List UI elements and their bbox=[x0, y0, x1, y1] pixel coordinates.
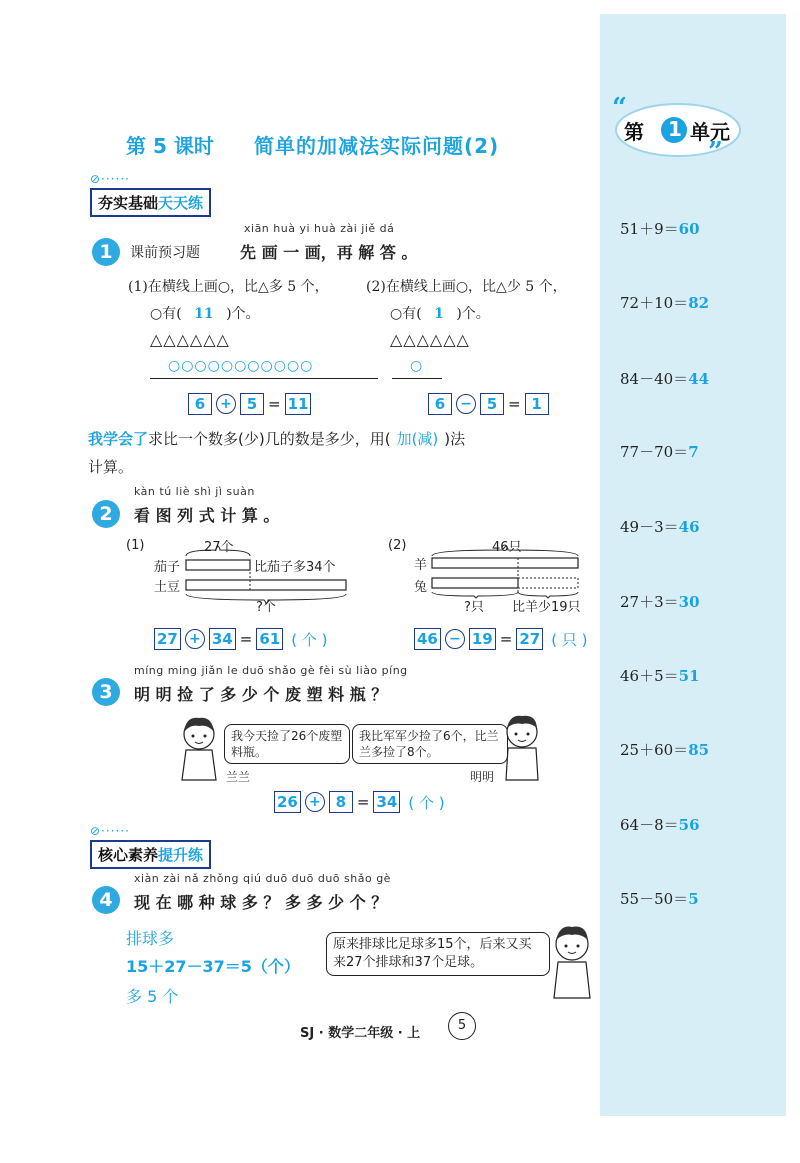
q4-bubble: 原来排球比足球多15个，后来又买来27个排球和37个足球。 bbox=[326, 932, 550, 976]
sidebar-answer: 46 bbox=[678, 518, 700, 536]
sidebar-answer: 85 bbox=[688, 741, 710, 759]
sidebar-expr: 77－70＝ bbox=[620, 443, 689, 461]
eq-equals: = bbox=[239, 630, 253, 648]
eq-box: 34 bbox=[373, 791, 400, 813]
q2-p1-bars bbox=[126, 534, 366, 614]
q2-p1-bottom: ?个 bbox=[256, 600, 276, 615]
q1-part2-pre: ○有( bbox=[390, 306, 422, 322]
q1-part2-circles: ○ bbox=[410, 358, 423, 374]
lesson-title: 简单的加减法实际问题(2) bbox=[254, 134, 500, 158]
eq-box: 6 bbox=[188, 393, 212, 415]
eq-equals: = bbox=[356, 793, 370, 811]
sidebar-answer: 44 bbox=[688, 370, 710, 388]
sidebar-expr: 84－40＝ bbox=[620, 370, 689, 388]
q2-p2-label: (2) bbox=[388, 538, 407, 553]
girl-illustration-icon bbox=[174, 714, 224, 784]
eq-box: 46 bbox=[414, 628, 441, 650]
section-basic-header bbox=[90, 172, 211, 217]
eq-box: 34 bbox=[209, 628, 236, 650]
q2-p1-row2: 土豆 bbox=[154, 580, 181, 595]
eq-unit: ( 个 ) bbox=[408, 793, 445, 812]
q2-prompt: 看 图 列 式 计 算 。 bbox=[134, 506, 280, 525]
sidebar-item bbox=[620, 292, 709, 313]
sidebar-expr: 27＋3＝ bbox=[620, 593, 679, 611]
eq-box: 8 bbox=[329, 791, 353, 813]
sidebar-expr: 72＋10＝ bbox=[620, 294, 689, 312]
sidebar-expr: 46＋5＝ bbox=[620, 667, 679, 685]
sidebar-answer: 30 bbox=[678, 593, 700, 611]
sidebar-expr: 25＋60＝ bbox=[620, 741, 689, 759]
eq-operator: + bbox=[305, 792, 325, 812]
q2-p1-top: 27个 bbox=[204, 540, 234, 555]
eq-box: 27 bbox=[516, 628, 543, 650]
eq-operator: + bbox=[185, 629, 205, 649]
oral-calc-sidebar bbox=[600, 14, 786, 1116]
section-core-label-a: 核心素养 bbox=[98, 846, 159, 864]
sidebar-answer: 7 bbox=[688, 443, 699, 461]
eq-box: 27 bbox=[154, 628, 181, 650]
q2-p2-bottom-left: ?只 bbox=[464, 600, 484, 615]
question-number-badge: 1 bbox=[92, 238, 120, 266]
q2-p2-row1: 羊 bbox=[414, 558, 428, 573]
eq-equals: = bbox=[499, 630, 513, 648]
q2-p2-bars bbox=[388, 534, 598, 614]
q2-p2-bottom-right: 比羊少19只 bbox=[512, 600, 581, 615]
page-number-text: 5 bbox=[457, 1018, 467, 1033]
section-dots-icon: ⊘······ bbox=[90, 824, 130, 838]
eq-box: 19 bbox=[469, 628, 496, 650]
q1-part2-line bbox=[392, 378, 442, 379]
eq-unit: ( 只 ) bbox=[551, 630, 588, 649]
lesson-number: 第 5 课时 bbox=[126, 134, 214, 158]
svg-text:“: “ bbox=[612, 96, 627, 123]
q2-p1-label: (1) bbox=[126, 538, 145, 553]
question-number-badge: 2 bbox=[92, 500, 120, 528]
q3-bubble-left: 我今天捡了26个废塑料瓶。 bbox=[224, 724, 350, 764]
learned-text-b: )法 bbox=[444, 430, 466, 448]
sidebar-answer: 5 bbox=[688, 890, 699, 908]
eq-box: 1 bbox=[525, 393, 549, 415]
q3-name-left: 兰兰 bbox=[226, 770, 251, 784]
sidebar-expr: 55－50＝ bbox=[620, 890, 689, 908]
q1-part1-equation bbox=[188, 393, 311, 415]
q2-diagram-1 bbox=[126, 534, 366, 614]
q4-prompt: 现 在 哪 种 球 多 ？ 多 多 少 个 ？ bbox=[134, 893, 388, 912]
sidebar-item bbox=[620, 516, 700, 537]
unit-badge-num: 1 bbox=[668, 117, 682, 141]
section-dots-icon: ⊘······ bbox=[90, 172, 130, 186]
q2-p1-right: 比茄子多34个 bbox=[254, 560, 336, 575]
sidebar-expr: 64－8＝ bbox=[620, 816, 679, 834]
svg-text:”: ” bbox=[708, 137, 723, 160]
q2-p2-row2: 兔 bbox=[414, 580, 428, 595]
learned-text-a: 求比一个数多(少)几的数是多少，用( bbox=[148, 430, 391, 448]
section-core-label bbox=[90, 840, 211, 869]
eq-equals: = bbox=[268, 395, 281, 413]
q3-prompt: 明 明 捡 了 多 少 个 废 塑 料 瓶 ？ bbox=[134, 685, 388, 704]
sidebar-answer: 82 bbox=[688, 294, 710, 312]
section-basic-label-a: 夯实基础 bbox=[98, 194, 159, 212]
q1-part1-answer: 11 bbox=[194, 306, 214, 322]
footer-book: SJ · 数学二年级 · 上 bbox=[300, 1026, 421, 1041]
q1-part1-post: )个。 bbox=[226, 306, 260, 322]
eq-box: 6 bbox=[428, 393, 452, 415]
eq-operator: − bbox=[456, 394, 476, 414]
sidebar-expr: 51＋9＝ bbox=[620, 220, 679, 238]
q3-pinyin: míng ming jiǎn le duō shǎo gè fèi sù liào píng bbox=[134, 664, 408, 677]
q3-name-right: 明明 bbox=[470, 770, 495, 784]
q1-part1-pre: ○有( bbox=[150, 306, 182, 322]
q1-part1-triangles: △△△△△△ bbox=[150, 330, 230, 349]
q4-answer-1: 排球多 bbox=[126, 929, 175, 948]
eq-unit: ( 个 ) bbox=[291, 630, 328, 649]
unit-badge-post: 单元 bbox=[690, 120, 730, 144]
eq-equals: = bbox=[508, 395, 521, 413]
q1-pinyin: xiān huà yi huà zài jiě dá bbox=[244, 222, 395, 235]
q1-part1-answer-line bbox=[150, 303, 260, 323]
sidebar-answer: 56 bbox=[678, 816, 700, 834]
eq-operator: − bbox=[445, 629, 465, 649]
section-basic-label bbox=[90, 188, 211, 217]
sidebar-item bbox=[620, 218, 700, 239]
q1-part1-circles: ○○○○○○○○○○○ bbox=[168, 358, 314, 374]
q2-p1-equation bbox=[154, 628, 327, 650]
q1-part1-text: (1)在横线上画○，比△多 5 个， bbox=[128, 279, 329, 295]
page-number bbox=[448, 1012, 476, 1040]
q1-part2-text: (2)在横线上画○，比△少 5 个， bbox=[366, 279, 567, 295]
q1-part2-post: )个。 bbox=[456, 306, 490, 322]
eq-box: 61 bbox=[256, 628, 283, 650]
sidebar-item bbox=[620, 441, 699, 462]
boy-illustration-icon bbox=[496, 712, 548, 784]
q1-learned bbox=[88, 428, 598, 449]
sidebar-expr: 49－3＝ bbox=[620, 518, 679, 536]
sidebar-item bbox=[620, 368, 709, 389]
sidebar-item bbox=[620, 814, 700, 835]
unit-badge bbox=[608, 96, 744, 160]
sidebar-item bbox=[620, 665, 700, 686]
learned-label: 我学会了 bbox=[88, 430, 149, 448]
eq-box: 5 bbox=[480, 393, 504, 415]
sidebar-item bbox=[620, 591, 700, 612]
question-number-badge: 3 bbox=[92, 678, 120, 706]
eq-box: 26 bbox=[274, 791, 301, 813]
q2-p2-equation bbox=[414, 628, 587, 650]
q1-part2-equation bbox=[428, 393, 549, 415]
q1-part1-line bbox=[150, 378, 378, 379]
q4-answer-3: 多 5 个 bbox=[126, 987, 179, 1006]
section-core-label-b: 提升练 bbox=[158, 846, 204, 864]
question-number-badge: 4 bbox=[92, 886, 120, 914]
q1-learned-line2: 计算。 bbox=[88, 458, 134, 476]
sidebar-item bbox=[620, 888, 699, 909]
q1-prompt: 先 画 一 画，再 解 答 。 bbox=[240, 243, 418, 262]
q1-part2-answer-line bbox=[390, 303, 490, 323]
q1-tag: 课前预习题 bbox=[130, 245, 200, 261]
unit-badge-pre: 第 bbox=[624, 120, 644, 144]
eq-box: 11 bbox=[285, 393, 312, 415]
q4-answer-2: 15＋27－37＝5（个） bbox=[126, 957, 300, 976]
eq-operator: + bbox=[216, 394, 236, 414]
q1-part2-triangles: △△△△△△ bbox=[390, 330, 470, 349]
boy-reading-illustration-icon bbox=[546, 924, 598, 1000]
eq-box: 5 bbox=[240, 393, 264, 415]
sidebar-answer: 51 bbox=[678, 667, 700, 685]
section-core-header bbox=[90, 824, 211, 869]
q4-pinyin: xiàn zài nǎ zhǒng qiú duō duō duō shǎo gè bbox=[134, 872, 391, 885]
learned-answer: 加(减) bbox=[396, 430, 439, 448]
sidebar-answer: 60 bbox=[678, 220, 700, 238]
section-basic-label-b: 天天练 bbox=[158, 194, 204, 212]
q3-bubble-right: 我比军军少捡了6个，比兰兰多捡了8个。 bbox=[352, 724, 508, 764]
q2-p2-top: 46只 bbox=[492, 540, 522, 555]
sidebar-item bbox=[620, 739, 709, 760]
q3-equation bbox=[274, 791, 445, 813]
q2-diagram-2 bbox=[388, 534, 598, 614]
q1-part2-answer: 1 bbox=[434, 306, 444, 322]
q2-p1-row1: 茄子 bbox=[154, 560, 181, 575]
q2-pinyin: kàn tú liè shì jì suàn bbox=[134, 485, 255, 498]
